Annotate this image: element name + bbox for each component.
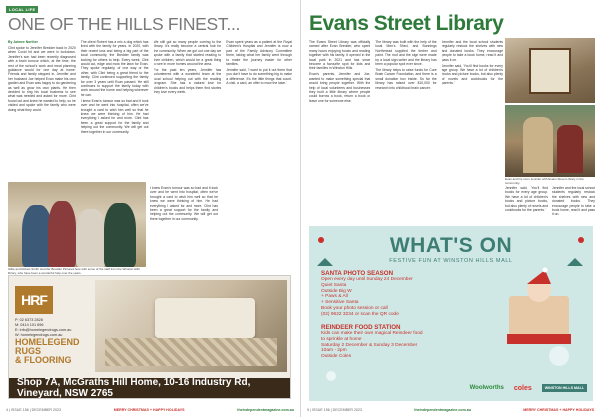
photo-caption: Gillie and Robert-Smith Jennifer Bredder Pictured here with some of the staff from the Winston Hills library, who have been a wonderful help over the years. xyxy=(8,267,140,275)
ad-brand-line: HOMELEGEND xyxy=(15,337,80,347)
article-paragraph: The library helps to raise funds for Cure Brain Cancer Foundation, and there is a small donation box inside. So far the library has raised over $10,000 for research into childhood brain cancer. xyxy=(375,67,437,90)
sponsor-logos xyxy=(315,381,587,395)
ad-contact-details xyxy=(15,318,71,338)
reindeer-food-section xyxy=(321,324,423,360)
article-column xyxy=(81,40,149,180)
article-column xyxy=(226,40,292,272)
article-paragraph: Jennifer and the local school students regularly restock the shelves with new and donated books. They encourage people to take a book home, read it and pass it on. xyxy=(441,40,503,62)
article-column xyxy=(150,186,218,270)
article-paragraph: For the past ten years, Jennifer has volunteered with a wonderful team at the local school helping out with the reading program. She has a natural love for children's books and helps them find stories they love every week. xyxy=(153,67,222,94)
footer-page-number: 4 xyxy=(6,408,8,412)
article-paragraph: I knew Evan's tumour was so bad and it took over and he went into hospital, often we've brought a card to wish him well so that he knew we were thinking of him. He had everything I asked for and more. Clint has been a great support for the family and helping out the community. We will get out there together in our community. xyxy=(150,186,218,221)
footer-page-info: 5 | ISSUE 156 | DECEMBER 2023 xyxy=(307,408,363,412)
santa-line: Book your photo session or call xyxy=(321,305,388,311)
ad-email: E: info@homelegendrugs.com.au xyxy=(15,328,72,332)
person-figure xyxy=(76,209,106,267)
ad-phone: P: 02 6373 2828 xyxy=(15,318,43,322)
ad-brand-line: RUGS xyxy=(15,346,42,356)
santa-line: + Sensitive Santa xyxy=(321,300,359,306)
article-columns-left-lower xyxy=(150,186,220,270)
footer-page-number: 5 xyxy=(307,408,309,412)
santa-line: (02) 9622 3234 or scan the QR code xyxy=(321,311,399,317)
ad-address-bar: Shop 7A, McGraths Hill Home, 10-16 Industry Rd, Vineyard, NSW 2765 xyxy=(9,378,290,398)
article-paragraph: Evan spent years as a patient at the Royal Children's Hospital and Jennifer is now a part of the Family Advisory Committee there, taking what her family went through to make the journey easier for other families. xyxy=(226,40,292,67)
santa-line: Outside Big W xyxy=(321,288,352,294)
page-footer-right xyxy=(301,403,600,417)
footer-issue: ISSUE 156 | DECEMBER 2023 xyxy=(311,408,363,412)
article-column xyxy=(154,40,222,180)
article-photo-library xyxy=(505,105,595,177)
footer-greeting: MERRY CHRISTMAS + HAPPY HOLIDAYS xyxy=(523,408,594,412)
ad-brand-name xyxy=(15,338,80,365)
article-column xyxy=(309,40,370,222)
coles-logo: coles xyxy=(513,384,532,392)
article-column xyxy=(375,40,436,222)
reindeer-line: Saturday 2 December & Sunday 3 December xyxy=(321,342,418,348)
article-paragraph: Jennifer said, 'You'll find books for every age group. We have a lot of children's books and picture books, but also plenty of novels and cookbooks for the parents.' xyxy=(505,186,548,213)
article-paragraph: Clint spoke to Jennifer Bredder back in 2020 when Covid hit and we were in lockdown. Jennifer's son had been recently diagnosed with a brain tumour which, at the time, the rest of the school's work and meal planning guidance would for one day at home. Friends and family stepped in. Jennifer and her husband Joe helped Evan make his own garden and Evan was happy to do gardening as well as grow his own plants. He then decided to ring his local business to see what was needed and asked for more. Clint found out and knew he wanted to help, so he visited and spoke with the family who were doing what they could. xyxy=(8,45,76,112)
footer-page-info: 4 | ISSUE 156 | DECEMBER 2023 xyxy=(6,408,62,412)
ad-photo-living-room xyxy=(95,280,287,372)
article-paragraph: The client Robert has a mix a dog which has lived with the family for years. In 2020, with their recent loss and being a big part of the local community, the Bredder family was looking for others to help. Every week, Clint would cut, edge and mow the lawn for Evan. They spoke regularly, of one way or the other, with Clint being a great friend to the family. Clint continued supporting the family for over 3 years until Evan passed. He still continues to support the family today with work around the home and helping wherever he can. xyxy=(80,40,149,97)
person-figure xyxy=(557,125,583,173)
article-paragraph: We still got so many people coming to the library. It's really become a central hub for the community. When we got out one day we spoke with a family that started reading to their children, which would be a great thing to see in more homes around the area. xyxy=(153,40,222,67)
byline: By Jaimee Norther xyxy=(8,40,38,44)
photo-caption-right: Evan and his mum Jennifer with Evans Street Library in the community. xyxy=(505,177,584,185)
sofa-shape xyxy=(155,298,255,338)
right-page xyxy=(300,0,600,417)
library-box-shape xyxy=(529,48,571,94)
footer-site-link[interactable]: theindependentmagazine.com.au xyxy=(414,408,471,412)
santa-line: Quiet Santa xyxy=(321,282,347,288)
reindeer-line: Outside Coles xyxy=(321,354,352,360)
article-paragraph: The Evans Street Library was officially named after Evan Bredder, who spent many hours enjoying books and reading together with his family. It opened in the local park in 2021 and has since become a favourite spot for kids and their families in Winston Hills. xyxy=(309,40,371,71)
whats-on-subtitle: FESTIVE FUN AT WINSTON HILLS MALL xyxy=(389,258,513,264)
article-photo-left xyxy=(8,182,146,267)
article-column xyxy=(8,40,76,180)
article-paragraph: I knew Evan's tumour was so bad and it took over and he went into hospital, often we've brought a card to wish him well so that he knew we were thinking of him. He had everything I asked for and more. Clint has been a great support for the family and helping out the community. We will get out there together in our community. xyxy=(80,98,149,134)
section-tag: LOCAL LIFE xyxy=(6,6,38,13)
woolworths-logo: Woolworths xyxy=(469,385,504,391)
whats-on-advert[interactable] xyxy=(309,226,593,401)
article-columns-right xyxy=(309,40,503,222)
article-photo-library-sign xyxy=(505,38,595,103)
reindeer-line: to sprinkle at home xyxy=(321,336,362,342)
footer-site-link[interactable]: theindependentmagazine.com.au xyxy=(237,408,294,412)
person-figure xyxy=(104,203,136,267)
article-column xyxy=(442,40,503,222)
article-paragraph: Jennifer and the local school students regularly restock the shelves with new and donated books. They encourage people to take a book home, read it and pass it on. xyxy=(552,186,595,217)
page-headline-right: Evans Street Library xyxy=(309,12,504,35)
reindeer-line: Kids can make their own magical Reindeer food xyxy=(321,331,423,336)
page-headline-left: ONE OF THE HILLS FINEST... xyxy=(8,14,241,34)
person-figure xyxy=(48,201,76,267)
rug-shape xyxy=(105,338,277,366)
article-paragraph: Jennifer said, 'You'll find books for every age group. We have a lot of children's books and picture books, but also plenty of novels and cookbooks for the parents.' xyxy=(441,63,503,86)
article-paragraph: Jennifer said, 'I want to put it out there that you don't have to do something big to make a difference. It's the little things that count. A visit, a card, an offer to mow the lawn.' xyxy=(226,67,292,86)
ad-brand-line: & FLOORING xyxy=(15,355,72,365)
santa-line: + Paws & All xyxy=(321,294,348,300)
footer-issue: ISSUE 156 | DECEMBER 2023 xyxy=(10,408,62,412)
article-paragraph: The library was built with the help of the local Men's Shed, and Bunnings Northmead supplied the timber and paint. The roof and the sign were made by a local sign-writer and the library has been a popular spot ever since. xyxy=(375,40,437,67)
article-column xyxy=(552,186,595,222)
advertisement[interactable] xyxy=(8,275,291,399)
santa-heading: SANTA PHOTO SEASON xyxy=(321,270,394,277)
article-columns-right-lower xyxy=(505,186,595,222)
article-paragraph: Evan's parents, Jennifer and Joe, wanted to make something special that would bring people together. With the help of local volunteers and businesses they built a little library where people could borrow a book, return a book or leave one for someone else. xyxy=(309,72,371,103)
reindeer-heading: REINDEER FOOD STATION xyxy=(321,324,401,331)
page-footer-left xyxy=(0,403,300,417)
person-figure xyxy=(523,117,553,173)
santa-photo-section xyxy=(321,270,413,318)
ad-mobile: M: 0414 101 696 xyxy=(15,323,44,327)
santa-line: Open every day until Sunday 24 December xyxy=(321,277,413,282)
reindeer-line: 10am - 2pm xyxy=(321,348,347,354)
footer-greeting: MERRY CHRISTMAS + HAPPY HOLIDAYS xyxy=(113,408,185,412)
article-column xyxy=(505,186,548,222)
whats-on-title: WHAT'S ON xyxy=(389,234,513,257)
ad-web: W: homelegendrugs.com.au xyxy=(15,333,63,337)
winston-hills-mall-logo: WINSTON HILLS MALL xyxy=(542,384,587,392)
advertiser-logo: HRF xyxy=(15,286,53,314)
